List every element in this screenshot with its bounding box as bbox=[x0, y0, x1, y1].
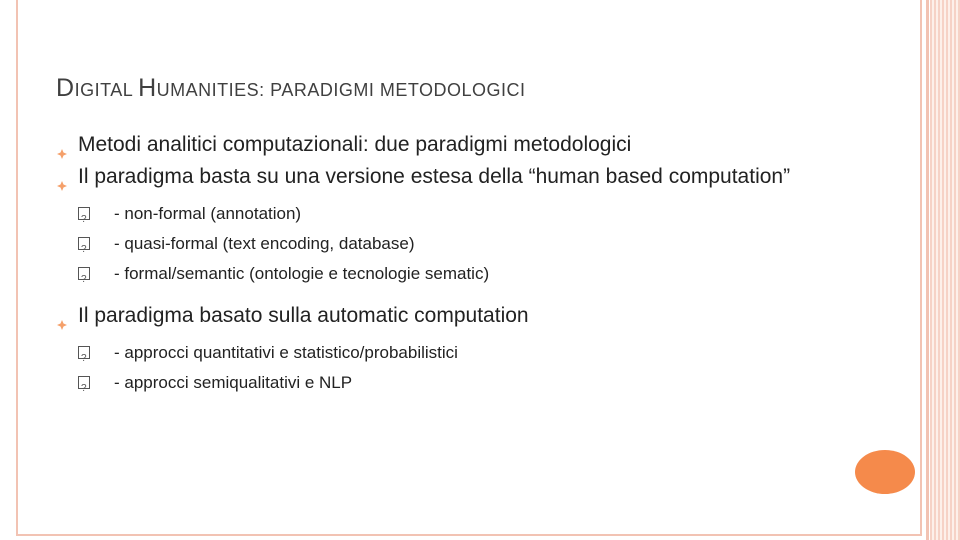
bullet-item bbox=[56, 130, 796, 159]
title-part: IGITAL bbox=[74, 80, 139, 100]
sub-bullet-text: - formal/semantic (ontologie e tecnologie sematic) bbox=[114, 264, 490, 283]
sub-bullet-item bbox=[78, 259, 796, 289]
decorative-orange-circle bbox=[855, 450, 915, 494]
sub-bullet-text: - non-formal (annotation) bbox=[114, 204, 302, 223]
missing-glyph-box-icon bbox=[78, 267, 90, 280]
bullet-text: Il paradigma basato sulla automatic computation bbox=[78, 304, 529, 327]
bullet-text: Il paradigma basta su una versione estesa della “human based computation” bbox=[78, 165, 791, 188]
title-part: UMANITIES: PARADIGMI METODOLOGICI bbox=[156, 80, 526, 100]
decorative-edge-line bbox=[926, 0, 929, 540]
sub-bullet-item bbox=[78, 368, 796, 398]
bullet-item bbox=[56, 162, 796, 191]
missing-glyph-box-icon bbox=[78, 376, 90, 389]
sub-bullet-text: - approcci quantitativi e statistico/probabilistici bbox=[114, 343, 458, 362]
title-part: H bbox=[138, 74, 157, 102]
bullet-item bbox=[56, 301, 796, 330]
decorative-stripes bbox=[930, 0, 960, 540]
sub-list bbox=[78, 338, 796, 398]
slide-content bbox=[56, 130, 796, 410]
missing-glyph-box-icon bbox=[78, 346, 90, 359]
sub-bullet-item bbox=[78, 229, 796, 259]
missing-glyph-box-icon bbox=[78, 237, 90, 250]
spacer bbox=[56, 398, 796, 410]
star-bullet-icon bbox=[56, 171, 68, 183]
sub-list bbox=[78, 199, 796, 289]
title-part: D bbox=[56, 74, 75, 102]
slide-title bbox=[56, 74, 526, 103]
missing-glyph-box-icon bbox=[78, 207, 90, 220]
bullet-text: Metodi analitici computazionali: due paradigmi metodologici bbox=[78, 133, 632, 156]
star-bullet-icon bbox=[56, 139, 68, 151]
sub-bullet-text: - approcci semiqualitativi e NLP bbox=[114, 373, 353, 392]
star-bullet-icon bbox=[56, 310, 68, 322]
sub-bullet-item bbox=[78, 338, 796, 368]
spacer bbox=[56, 289, 796, 301]
sub-bullet-text: - quasi-formal (text encoding, database) bbox=[114, 234, 415, 253]
sub-bullet-item bbox=[78, 199, 796, 229]
